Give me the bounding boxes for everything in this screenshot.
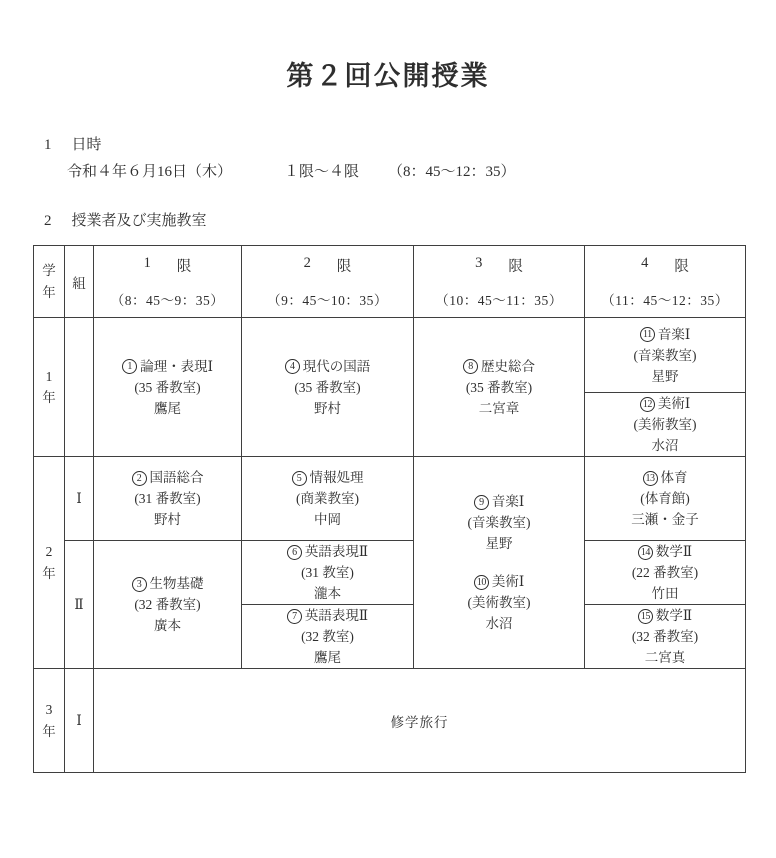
cell-grade1-period2	[242, 318, 414, 457]
teacher-name: 廣本	[154, 618, 181, 634]
period-1-header-cell	[94, 246, 242, 318]
subject-line	[585, 605, 745, 626]
subject-name: 情報処理	[309, 470, 364, 486]
grade1-row-a	[34, 318, 746, 393]
datetime-detail-line	[67, 163, 776, 183]
subject-name: 国語総合	[149, 470, 204, 486]
subject-name: 論理・表現Ⅰ	[140, 358, 213, 374]
room-name: (31 番教室)	[134, 491, 201, 507]
cell-grade2-period4-lower	[585, 605, 746, 669]
period-3-time: （10：45～11：35）	[435, 292, 563, 308]
subject-line	[242, 356, 413, 377]
cell-grade1-period1	[94, 318, 242, 457]
cell-grade1-period4-lower	[585, 393, 746, 457]
subject-line	[585, 467, 745, 488]
cell-grade2-period4-upper	[585, 457, 746, 541]
room-name: (35 番教室)	[465, 379, 533, 395]
subject-name: 音楽Ⅰ	[657, 326, 691, 342]
period-2-unit: 限	[336, 258, 352, 275]
room-name: (22 番教室)	[631, 565, 699, 581]
circled-number-icon: 5	[292, 471, 307, 486]
teacher-name: 三瀬・金子	[631, 512, 699, 528]
subject-line	[585, 324, 745, 345]
subject-name: 数学Ⅱ	[655, 608, 693, 624]
teacher-name: 二宮章	[478, 400, 520, 416]
period-3-number: 3	[475, 254, 483, 271]
period-3-unit: 限	[508, 258, 523, 275]
period-3-header-cell	[414, 246, 585, 318]
circled-number-icon: 7	[287, 609, 302, 624]
subject-name: 美術Ⅰ	[657, 396, 691, 412]
period-1-unit: 限	[176, 258, 192, 275]
circled-number-icon: 1	[122, 359, 137, 374]
subject-name: 現代の国語	[302, 358, 371, 374]
document-page	[0, 58, 776, 858]
grade2-label-cell	[34, 457, 65, 669]
cell-grade1-period4-upper	[585, 318, 746, 393]
cell-grade1-period3	[414, 318, 585, 457]
teacher-name: 鷹尾	[154, 400, 181, 416]
time-range-text: （8：45～12：35）	[388, 163, 516, 180]
subject-line	[414, 571, 584, 592]
section-datetime-number: 1	[44, 136, 52, 153]
room-name: (35 番教室)	[294, 379, 361, 395]
grade3-label: 3年	[42, 702, 56, 739]
teacher-name: 野村	[314, 400, 341, 416]
subject-line	[242, 541, 413, 562]
teacher-name: 二宮真	[644, 650, 686, 666]
room-name: (音楽教室)	[633, 347, 697, 363]
class-header-cell: 組	[65, 246, 94, 318]
subject-line	[585, 393, 745, 414]
room-name: (32 番教室)	[134, 597, 201, 613]
subject-name: 体育	[660, 470, 688, 486]
circled-number-icon: 12	[640, 397, 655, 412]
circled-number-icon: 3	[132, 577, 147, 592]
period-2-number: 2	[303, 254, 311, 271]
circled-number-icon: 2	[132, 471, 147, 486]
document-title: 第２回公開授業	[286, 61, 490, 91]
section-datetime-heading	[44, 136, 776, 154]
subject-line	[242, 605, 413, 626]
subject-name: 数学Ⅱ	[655, 544, 693, 560]
subject-line	[414, 356, 584, 377]
teacher-name: 竹田	[651, 586, 679, 602]
subject-line	[414, 491, 584, 512]
grade2-class2-row-a	[34, 541, 746, 605]
period-1-number: 1	[143, 254, 151, 271]
circled-number-icon: 11	[640, 327, 655, 342]
teacher-name: 星野	[651, 368, 679, 384]
room-name: (美術教室)	[633, 417, 697, 433]
cell-grade3-trip: 修学旅行	[94, 669, 746, 773]
grade3-row	[34, 669, 746, 773]
circled-number-icon: 6	[287, 545, 302, 560]
period-4-time: （11：45～12：35）	[601, 292, 729, 308]
teacher-name: 瀧本	[314, 586, 341, 602]
timetable-header-row	[34, 246, 746, 318]
date-text: 令和４年６月16日（木）	[67, 163, 233, 180]
room-name: (35 番教室)	[134, 379, 201, 395]
subject-name: 英語表現Ⅱ	[304, 544, 369, 560]
room-name: (32 番教室)	[631, 629, 699, 645]
section-table-label: 授業者及び実施教室	[71, 213, 207, 230]
section-datetime-label: 日時	[71, 136, 102, 153]
grade-header-label: 学年	[42, 263, 56, 300]
grade-header-cell	[34, 246, 65, 318]
room-name: (体育館)	[640, 491, 690, 507]
room-name: (音楽教室)	[467, 515, 531, 531]
teacher-name: 星野	[485, 536, 513, 552]
teacher-name: 野村	[154, 512, 181, 528]
subject-line	[94, 467, 241, 488]
circled-number-icon: 9	[474, 495, 489, 510]
period-4-number: 4	[641, 254, 649, 271]
cell-grade2c2-period1	[94, 541, 242, 669]
circled-number-icon: 8	[463, 359, 478, 374]
grade1-class-cell	[65, 318, 94, 457]
grade1-label: 1年	[42, 368, 56, 406]
period-range-text: １限～４限	[284, 163, 360, 180]
period-2-time: （9：45～10：35）	[267, 292, 388, 308]
grade2-class2-cell: Ⅱ	[65, 541, 94, 669]
room-name: (31 教室)	[301, 565, 354, 581]
subject-name: 歴史総合	[481, 358, 535, 374]
grade1-label-cell	[34, 318, 65, 457]
cell-grade2c1-period1	[94, 457, 242, 541]
room-name: (商業教室)	[296, 491, 359, 507]
cell-grade2c1-period2	[242, 457, 414, 541]
period-4-header-cell	[585, 246, 746, 318]
subject-line	[242, 467, 413, 488]
subject-name: 音楽Ⅰ	[491, 494, 525, 510]
cell-grade2c2-period2-lower	[242, 605, 414, 669]
timetable	[33, 245, 746, 773]
subject-name: 美術Ⅰ	[491, 574, 525, 590]
circled-number-icon: 14	[638, 545, 653, 560]
grade2-class1-row	[34, 457, 746, 541]
subject-line	[94, 573, 241, 594]
period-1-time: （8：45～9：35）	[110, 292, 225, 308]
cell-grade2-period4-middle	[585, 541, 746, 605]
teacher-name: 鷹尾	[314, 650, 341, 666]
cell-grade2-period3	[414, 457, 585, 669]
section-table-number: 2	[44, 213, 52, 230]
room-name: (32 教室)	[301, 629, 354, 645]
grade2-class1-cell: Ⅰ	[65, 457, 94, 541]
subject-name: 英語表現Ⅱ	[304, 608, 369, 624]
circled-number-icon: 15	[638, 609, 653, 624]
grade3-class-cell: Ⅰ	[65, 669, 94, 773]
subject-name: 生物基礎	[149, 576, 204, 592]
circled-number-icon: 10	[474, 575, 489, 590]
period-2-header-cell	[242, 246, 414, 318]
period-4-unit: 限	[674, 258, 689, 275]
teacher-name: 水沼	[651, 438, 679, 454]
section-table-heading	[44, 212, 776, 230]
subject-line	[94, 356, 241, 377]
grade3-label-cell	[34, 669, 65, 773]
cell-grade2c2-period2-upper	[242, 541, 414, 605]
circled-number-icon: 13	[643, 471, 658, 486]
teacher-name: 水沼	[485, 616, 513, 632]
grade2-label: 2年	[42, 544, 56, 581]
circled-number-icon: 4	[285, 359, 300, 374]
teacher-name: 中岡	[314, 512, 341, 528]
subject-line	[585, 541, 745, 562]
room-name: (美術教室)	[467, 595, 531, 611]
